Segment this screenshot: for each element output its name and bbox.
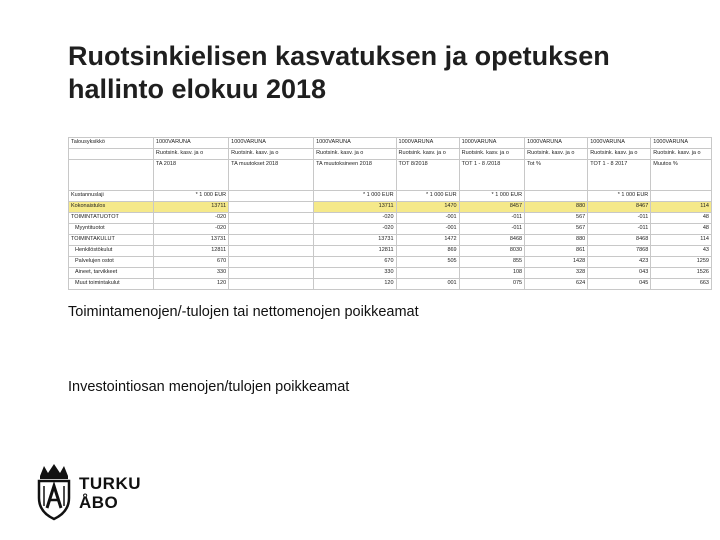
row-label: Aineet, tarvikkeet: [69, 268, 154, 279]
header-cell: Ruotsink. kasv. ja o: [588, 149, 651, 160]
table-cell: -011: [588, 224, 651, 235]
header-cell: 1000VARUNA: [525, 138, 588, 149]
header-cell: Ruotsink. kasv. ja o: [651, 149, 712, 160]
table-cell: 880: [525, 235, 588, 246]
table-cell: 120: [314, 279, 396, 290]
header-cell: TA muutokset 2018: [229, 160, 314, 191]
table-row: [69, 279, 712, 290]
table-cell: 1428: [525, 257, 588, 268]
table-cell: 045: [588, 279, 651, 290]
row-label: Myyntituotot: [69, 224, 154, 235]
table-cell: 13731: [314, 235, 396, 246]
table-cell: 114: [651, 202, 712, 213]
table-cell: -020: [153, 224, 228, 235]
table-cell: 1470: [396, 202, 459, 213]
header-cell: Ruotsink. kasv. ja o: [153, 149, 228, 160]
header-cell: [69, 160, 154, 191]
table-cell: -020: [314, 213, 396, 224]
table-row: [69, 257, 712, 268]
header-cell: 1000VARUNA: [588, 138, 651, 149]
operating-deviation-caption: Toimintamenojen/-tulojen tai nettomenojen poikkeamat: [68, 304, 419, 320]
header-cell: Ruotsink. kasv. ja o: [396, 149, 459, 160]
table-cell: 670: [153, 257, 228, 268]
table-cell: 120: [153, 279, 228, 290]
logo-line-1: TURKU: [79, 474, 141, 493]
table-cell: 114: [651, 235, 712, 246]
header-cell: TOT 1 - 8 /2018: [459, 160, 525, 191]
budget-table-wrapper: [68, 137, 712, 290]
table-cell: [229, 224, 314, 235]
header-cell: [69, 149, 154, 160]
row-label: TOIMINTATUOTOT: [69, 213, 154, 224]
table-cell: 505: [396, 257, 459, 268]
table-cell: [396, 268, 459, 279]
unit-row: [69, 191, 712, 202]
budget-table: [68, 137, 712, 290]
table-cell: 8467: [588, 202, 651, 213]
unit-cell: [651, 191, 712, 202]
header-cell: Ruotsink. kasv. ja o: [459, 149, 525, 160]
row-label: TOIMINTAKULUT: [69, 235, 154, 246]
investment-deviation-caption: Investointiosan menojen/tulojen poikkeamat: [68, 379, 350, 395]
table-row: [69, 202, 712, 213]
header-cell: 1000VARUNA: [314, 138, 396, 149]
table-cell: [229, 235, 314, 246]
table-cell: 1259: [651, 257, 712, 268]
table-cell: 13711: [314, 202, 396, 213]
table-row: [69, 246, 712, 257]
table-cell: [229, 246, 314, 257]
table-cell: 1472: [396, 235, 459, 246]
table-cell: 8468: [459, 235, 525, 246]
header-cell: Tot %: [525, 160, 588, 191]
title-line-1: Ruotsinkielisen kasvatuksen ja opetuksen: [68, 41, 610, 71]
table-cell: 624: [525, 279, 588, 290]
row-label: Palvelujen ostot: [69, 257, 154, 268]
table-cell: 663: [651, 279, 712, 290]
table-cell: [229, 268, 314, 279]
table-row: [69, 235, 712, 246]
table-cell: 12811: [314, 246, 396, 257]
header-cell: Muutos %: [651, 160, 712, 191]
table-cell: -020: [153, 213, 228, 224]
table-cell: 043: [588, 268, 651, 279]
table-cell: 48: [651, 213, 712, 224]
table-cell: 670: [314, 257, 396, 268]
table-cell: 869: [396, 246, 459, 257]
table-cell: 108: [459, 268, 525, 279]
table-row: [69, 213, 712, 224]
table-cell: 13711: [153, 202, 228, 213]
table-cell: 855: [459, 257, 525, 268]
header-cell: 1000VARUNA: [651, 138, 712, 149]
unit-cell: * 1 000 EUR: [588, 191, 651, 202]
unit-cell: * 1 000 EUR: [314, 191, 396, 202]
table-cell: 48: [651, 224, 712, 235]
turku-abo-logo: [34, 462, 152, 522]
table-cell: 8468: [588, 235, 651, 246]
header-cell: TOT 1 - 8 2017: [588, 160, 651, 191]
table-cell: 330: [314, 268, 396, 279]
unit-cell: [229, 191, 314, 202]
table-cell: 8457: [459, 202, 525, 213]
table-cell: 880: [525, 202, 588, 213]
table-cell: [229, 202, 314, 213]
table-cell: 328: [525, 268, 588, 279]
table-row: [69, 268, 712, 279]
table-cell: [229, 257, 314, 268]
logo-line-2: ÅBO: [79, 493, 119, 512]
unit-cell: * 1 000 EUR: [459, 191, 525, 202]
header-cell: TA 2018: [153, 160, 228, 191]
table-cell: -011: [459, 213, 525, 224]
header-row-2: [69, 149, 712, 160]
slide-title: [68, 40, 668, 106]
table-cell: 330: [153, 268, 228, 279]
table-cell: 43: [651, 246, 712, 257]
table-cell: -020: [314, 224, 396, 235]
table-cell: 8030: [459, 246, 525, 257]
unit-cell: * 1 000 EUR: [396, 191, 459, 202]
table-cell: -001: [396, 224, 459, 235]
table-cell: -001: [396, 213, 459, 224]
row-label: Muut toimintakulut: [69, 279, 154, 290]
header-cell: TA muutoksineen 2018: [314, 160, 396, 191]
table-cell: 567: [525, 213, 588, 224]
crown-crest-icon: [34, 462, 74, 522]
header-cell: Talousyksikkö: [69, 138, 154, 149]
header-cell: 1000VARUNA: [396, 138, 459, 149]
header-cell: TOT 8/2018: [396, 160, 459, 191]
unit-cell: * 1 000 EUR: [153, 191, 228, 202]
unit-cell: [525, 191, 588, 202]
table-cell: 423: [588, 257, 651, 268]
table-cell: 13731: [153, 235, 228, 246]
title-line-2: hallinto elokuu 2018: [68, 74, 327, 104]
table-cell: -011: [459, 224, 525, 235]
table-cell: [229, 213, 314, 224]
logo-wordmark: [79, 474, 141, 512]
table-cell: 7868: [588, 246, 651, 257]
table-cell: -011: [588, 213, 651, 224]
table-row: [69, 224, 712, 235]
header-cell: Ruotsink. kasv. ja o: [314, 149, 396, 160]
table-cell: [229, 279, 314, 290]
unit-cell: Kustannuslaji: [69, 191, 154, 202]
row-label: Henkilöstökulut: [69, 246, 154, 257]
table-cell: 861: [525, 246, 588, 257]
header-row-3: [69, 160, 712, 191]
header-cell: Ruotsink. kasv. ja o: [525, 149, 588, 160]
table-cell: 075: [459, 279, 525, 290]
header-cell: 1000VARUNA: [459, 138, 525, 149]
table-cell: 12811: [153, 246, 228, 257]
table-cell: 001: [396, 279, 459, 290]
header-cell: Ruotsink. kasv. ja o: [229, 149, 314, 160]
table-cell: 567: [525, 224, 588, 235]
header-cell: 1000VARUNA: [229, 138, 314, 149]
header-cell: 1000VARUNA: [153, 138, 228, 149]
header-row-1: [69, 138, 712, 149]
table-cell: 1526: [651, 268, 712, 279]
row-label: Kokonaistulos: [69, 202, 154, 213]
